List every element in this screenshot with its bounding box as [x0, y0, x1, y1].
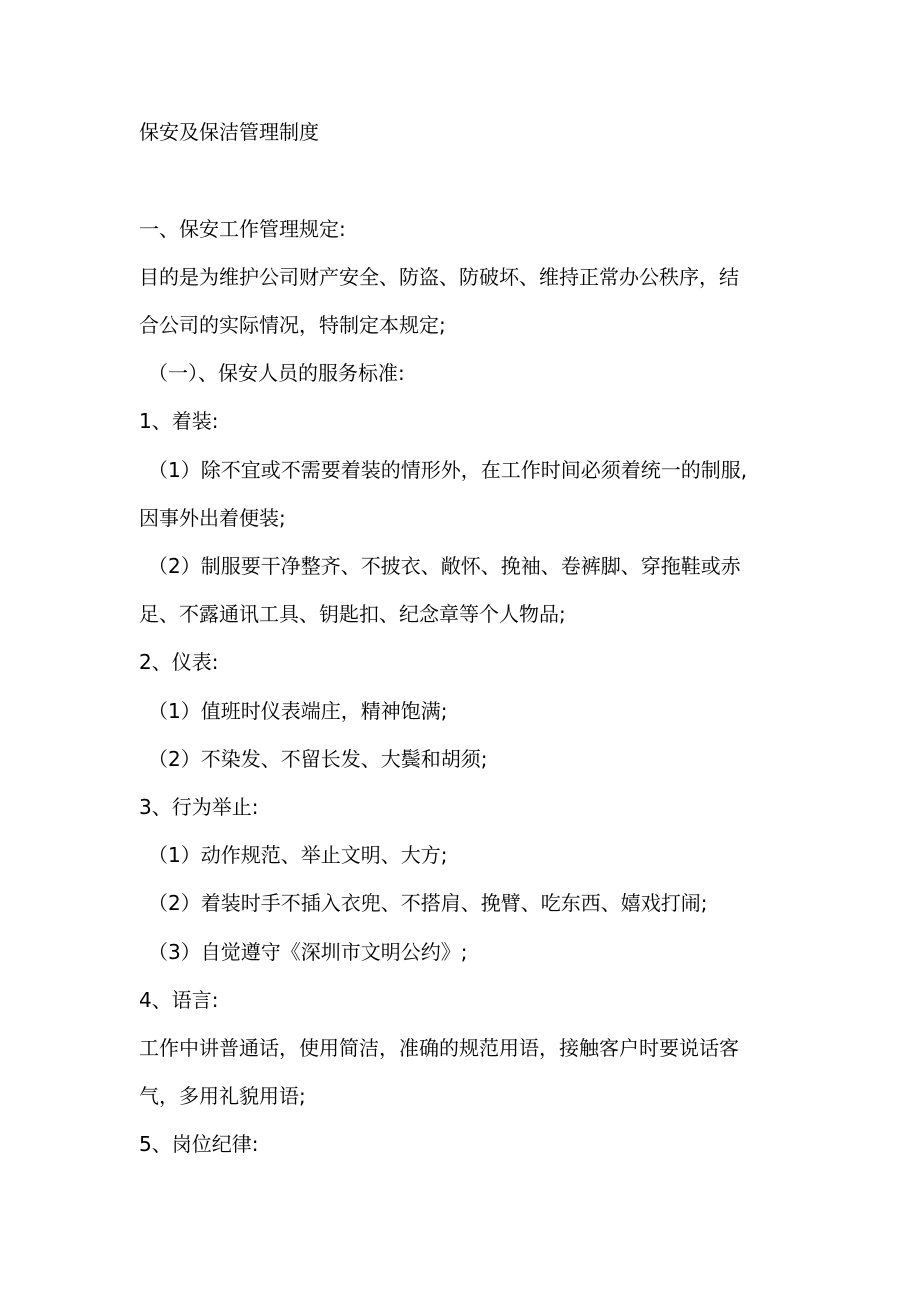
item-2-paragraph-2: （2）不染发、不留长发、大鬓和胡须; [148, 747, 488, 771]
item-2-heading: 2、仪表: [139, 650, 219, 674]
item-4-heading: 4、语言: [139, 988, 219, 1012]
item-3-heading: 3、行为举止: [139, 795, 259, 819]
section-heading: 一、保安工作管理规定: [139, 217, 346, 241]
document-title: 保安及保洁管理制度 [139, 120, 319, 144]
intro-line-1: 目的是为维护公司财产安全、防盗、防破坏、维持正常办公秩序，结 [139, 265, 739, 289]
item-4-line-1: 工作中讲普通话，使用简洁，准确的规范用语，接触客户时要说话客 [139, 1036, 739, 1060]
intro-line-2: 合公司的实际情况，特制定本规定; [139, 313, 446, 337]
subsection-heading: （一）、保安人员的服务标准: [148, 361, 405, 385]
item-1-paragraph-1-line-2: 因事外出着便装; [139, 506, 286, 530]
item-3-paragraph-1: （1）动作规范、举止文明、大方; [148, 843, 448, 867]
item-1-paragraph-2-line-2: 足、不露通讯工具、钥匙扣、纪念章等个人物品; [139, 602, 566, 626]
item-4-line-2: 气，多用礼貌用语; [139, 1084, 306, 1108]
item-1-paragraph-1-line-1: （1）除不宜或不需要着装的情形外，在工作时间必须着统一的制服, [148, 458, 748, 482]
item-2-paragraph-1: （1）值班时仪表端庄，精神饱满; [148, 699, 448, 723]
item-3-paragraph-3: （3）自觉遵守《深圳市文明公约》; [148, 940, 468, 964]
item-1-paragraph-2-line-1: （2）制服要干净整齐、不披衣、敞怀、挽袖、卷裤脚、穿拖鞋或赤 [148, 554, 741, 578]
item-1-heading: 1、着装: [139, 409, 219, 433]
item-5-heading: 5、岗位纪律: [139, 1132, 259, 1156]
item-3-paragraph-2: （2）着装时手不插入衣兜、不搭肩、挽臂、吃东西、嬉戏打闹; [148, 891, 708, 915]
